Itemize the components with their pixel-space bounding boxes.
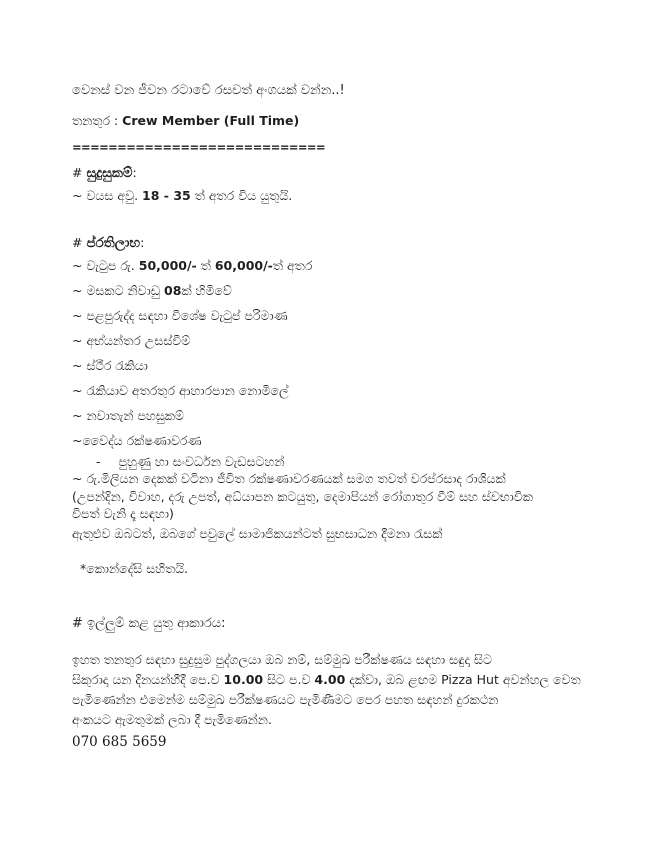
position-label: තනතුර :	[72, 113, 123, 128]
welfare-note: ඇතුළුව ඔබටත්, ඔබගේ පවුලේ සාමාජිකයන්ටත් සුභසාධන දීමනා රැසක්	[72, 525, 443, 541]
heading-colon: :	[132, 165, 137, 180]
conditions-note: *කොන්දේසි සහිතයි.	[80, 560, 189, 576]
benefits-heading	[72, 234, 595, 252]
benefit-item: ~ රැකියාව අතරතුර ආහාරපාන නොමිලේ	[72, 383, 289, 398]
training-sub-bullet	[96, 453, 595, 470]
insurance-line: ~ රු.මිලියන දෙකක් වටිනා ජීවිත රක්ෂණාවරණයක් සමග තවත් වරප්රසාද රාශියක්	[72, 471, 506, 486]
heading-colon: :	[140, 235, 145, 250]
intro-line: වෙනස් වන ජීවන රටාවේ රසවත් අංගයක් වන්න..!	[72, 83, 345, 98]
interview-time-from: 10.00	[223, 671, 264, 687]
apply-para-line: පැමිණෙන්න එමෙන්ම සම්මුඛ පරීක්ෂණයට පැමිණීමට පෙර පහත සඳහන් දුරකථන	[72, 691, 499, 707]
benefit-item: ~ නවාතැන් පහසුකම්	[72, 408, 184, 423]
age-range: 18 - 35	[142, 188, 191, 203]
benefit-item: ~වෛද්ය රක්ෂණාවරණ	[72, 433, 202, 448]
how-to-apply-heading: # ඉල්ලුම් කළ යුතු ආකාරය:	[72, 615, 226, 631]
apply-para-line: සිකුරාදා යන දිනයන්හීදී පෙ.ව 10.00 සිට ප.ව 4.00 දක්වා, ඔබ ළඟම Pizza Hut අවන්හල වෙත	[72, 671, 581, 687]
heading-hash: #	[72, 165, 87, 180]
age-requirement-item: ~ වයස අවු. 18 - 35 ත් අතර විය යුතුයි.	[72, 188, 293, 203]
qualifications-heading-text: සුදුසුකම්	[86, 165, 133, 181]
benefits-heading-text: ප්රතිලාභ	[86, 235, 141, 251]
benefit-holiday-item: ~ මසකට නිවාඩු 08ක් හිමිවේ	[72, 283, 232, 298]
position-line	[72, 112, 595, 129]
phone-number: 070 685 5659	[72, 733, 167, 750]
position-value: Crew Member (Full Time)	[122, 113, 300, 128]
apply-para-line: අංකයට ඇමතුමක් ලබා දී පැමිණෙන්න.	[72, 711, 272, 727]
insurance-line: (උපන්දින, විවාහ, දරු උපත්, අධ්යාපන කටයුතු, දෙමාපියන් රෝගාතුර වීම් සහ ස්වභාවික	[72, 488, 533, 504]
insurance-line: විපත් වැනි දෑ සඳහා)	[72, 506, 174, 521]
insurance-benefit-block	[72, 470, 595, 523]
apply-para-line: ඉහත තනතුර සඳහා සුදුසුම පුද්ගලයා ඔබ නම්, සම්මුඛ පරීක්ෂණය සඳහා සඳුදා සිට	[72, 651, 492, 667]
salary-min: 50,000/-	[138, 258, 197, 273]
how-to-apply-paragraph	[72, 650, 595, 730]
benefit-item: ~ පළපුරුද්ද සඳහා විශේෂ වැටුප් පරිමාණ	[72, 308, 288, 323]
dash-bullet-marker: -	[96, 454, 101, 469]
benefit-item: ~ අභ්යන්තර උසස්වීම්	[72, 333, 191, 348]
qualifications-heading	[72, 164, 595, 182]
holiday-count: 08	[164, 283, 182, 298]
interview-time-to: 4.00	[314, 671, 346, 687]
benefit-salary-item: ~ වැටුප රු. 50,000/- ත් 60,000/-ත් අතර	[72, 258, 313, 273]
heading-hash: #	[72, 235, 87, 250]
training-sub-bullet-text: පුහුණු හා සංවර්ධන වැඩසටහන්	[118, 454, 285, 469]
divider-line: ============================	[72, 140, 326, 154]
benefit-item: ~ ස්ථීර රැකියා	[72, 358, 148, 373]
salary-max: 60,000/-	[214, 258, 273, 273]
